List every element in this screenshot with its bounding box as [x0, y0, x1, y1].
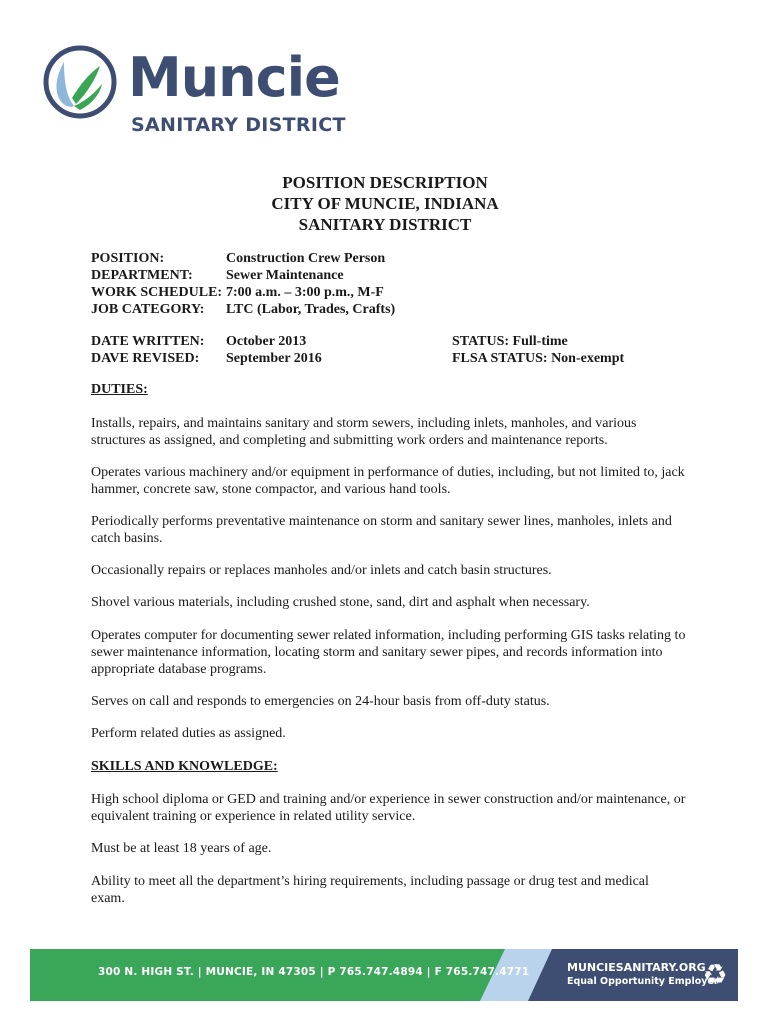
skill-paragraph-2 [91, 840, 691, 857]
recycle-icon: ♻ [702, 958, 728, 991]
paragraph-line: Ability to meet all the department’s hiring requirements, including passage or drug test and medical [91, 874, 649, 889]
document-title [0, 172, 770, 235]
duty-paragraph-8 [91, 725, 691, 742]
department-value: Sewer Maintenance [226, 268, 344, 283]
info-row-schedule [91, 284, 395, 301]
written-label: DATE WRITTEN: [91, 334, 205, 349]
paragraph-line: Installs, repairs, and maintains sanitary and storm sewers, including inlets, manholes, and various [91, 416, 637, 431]
muncie-sanitary-logo [42, 44, 346, 136]
footer-eoe-text: Equal Opportunity Employer [567, 976, 719, 987]
date-info [91, 333, 322, 367]
footer-banner [30, 949, 738, 1001]
info-row-position [91, 250, 395, 267]
paragraph-line: Must be at least 18 years of age. [91, 841, 272, 856]
paragraph-line: appropriate database programs. [91, 662, 267, 677]
status-text: STATUS: Full-time [452, 334, 568, 349]
logo-name-text: Muncie [128, 46, 340, 109]
footer-contact-text: 300 N. HIGH ST. | MUNCIE, IN 47305 | P 765.747.4894 | F 765.747.4771 [98, 966, 530, 978]
footer-website-link[interactable]: MUNCIESANITARY.ORG [567, 961, 706, 974]
logo-emblem-icon [42, 44, 122, 124]
title-line-3: SANITARY DISTRICT [298, 215, 472, 234]
duty-paragraph-7 [91, 693, 691, 710]
skill-paragraph-3 [91, 873, 691, 907]
info-row-written [91, 333, 322, 350]
paragraph-line: equivalent training or experience in related utility service. [91, 809, 416, 824]
paragraph-line: sewer maintenance information, locating storm and sanitary sewer pipes, and records information into [91, 645, 663, 660]
title-line-2: CITY OF MUNCIE, INDIANA [271, 194, 499, 213]
paragraph-line: structures as assigned, and completing and submitting work orders and maintenance reports. [91, 433, 608, 448]
duty-paragraph-5 [91, 594, 691, 611]
paragraph-line: Shovel various materials, including crushed stone, sand, dirt and asphalt when necessary. [91, 595, 590, 610]
position-value: Construction Crew Person [226, 251, 386, 266]
duty-paragraph-3 [91, 513, 691, 547]
info-row-department [91, 267, 395, 284]
paragraph-line: Operates various machinery and/or equipment in performance of duties, including, but not limited to, jack [91, 465, 685, 480]
revised-label: DAVE REVISED: [91, 351, 200, 366]
duty-paragraph-2 [91, 464, 691, 498]
paragraph-line: High school diploma or GED and training and/or experience in sewer construction and/or maintenance, or [91, 792, 686, 807]
department-label: DEPARTMENT: [91, 268, 193, 283]
schedule-label: WORK SCHEDULE: [91, 285, 223, 300]
logo-subtitle-text: SANITARY DISTRICT [131, 114, 346, 136]
duty-paragraph-6 [91, 627, 691, 678]
paragraph-line: Periodically performs preventative maintenance on storm and sanitary sewer lines, manholes, inlets and [91, 514, 672, 529]
status-info [452, 333, 624, 367]
skills-heading: SKILLS AND KNOWLEDGE: [91, 759, 278, 774]
category-label: JOB CATEGORY: [91, 302, 205, 317]
position-info [91, 250, 395, 318]
title-line-1: POSITION DESCRIPTION [282, 173, 488, 192]
duties-heading: DUTIES: [91, 382, 148, 397]
schedule-value: 7:00 a.m. – 3:00 p.m., M-F [226, 285, 384, 300]
skill-paragraph-1 [91, 791, 691, 825]
category-value: LTC (Labor, Trades, Crafts) [226, 302, 396, 317]
paragraph-line: catch basins. [91, 531, 163, 546]
flsa-status-text: FLSA STATUS: Non-exempt [452, 351, 625, 366]
paragraph-line: Occasionally repairs or replaces manholes and/or inlets and catch basin structures. [91, 563, 552, 578]
paragraph-line: Serves on call and responds to emergencies on 24-hour basis from off-duty status. [91, 694, 550, 709]
revised-value: September 2016 [226, 351, 322, 366]
duty-paragraph-1 [91, 415, 691, 449]
written-value: October 2013 [226, 334, 307, 349]
position-label: POSITION: [91, 251, 165, 266]
paragraph-line: Perform related duties as assigned. [91, 726, 286, 741]
info-row-category [91, 301, 395, 318]
duty-paragraph-4 [91, 562, 691, 579]
paragraph-line: Operates computer for documenting sewer related information, including performing GIS tasks relating to [91, 628, 686, 643]
info-row-revised [91, 350, 322, 367]
paragraph-line: hammer, concrete saw, stone compactor, and various hand tools. [91, 482, 451, 497]
paragraph-line: exam. [91, 891, 125, 906]
